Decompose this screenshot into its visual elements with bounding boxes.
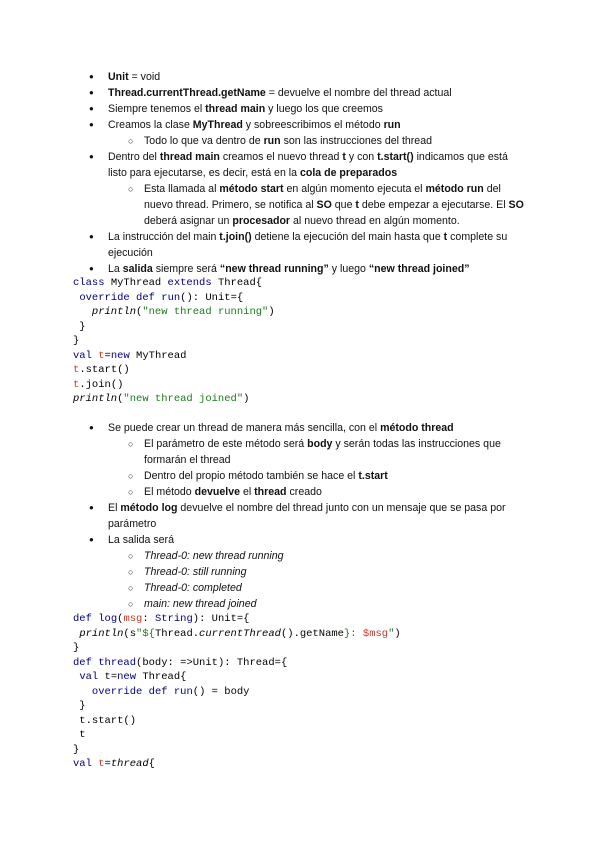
term: t.start [358, 470, 388, 482]
term: t [342, 151, 346, 163]
list-item [0, 261, 600, 277]
term: cola de preparados [299, 167, 398, 179]
list-item [0, 229, 600, 261]
code-text: MyThread [104, 277, 168, 289]
code-line [73, 685, 401, 700]
code-line [73, 392, 275, 407]
code-text: ) [243, 393, 250, 405]
code-block-mythread [0, 276, 275, 407]
term: run [383, 119, 401, 131]
code-text: ): Unit={ [192, 613, 250, 625]
text: siempre será [152, 263, 220, 275]
text: Esta llamada al [144, 183, 220, 195]
code-line: } [73, 320, 86, 333]
code-text: ) [394, 627, 401, 640]
text: que [331, 199, 356, 211]
term: thread main [205, 103, 266, 115]
code-line [73, 305, 275, 320]
text: y serán todas las instrucciones que formarán el thread [144, 438, 501, 466]
keyword: val [73, 349, 92, 362]
function-name: currentThread [199, 627, 281, 640]
code-line: t.start() [73, 714, 137, 727]
code-line [73, 670, 401, 685]
keyword: def [136, 291, 155, 304]
text: al nuevo thread en algún momento. [290, 215, 460, 227]
keyword: override [91, 685, 143, 698]
code-line [73, 349, 275, 364]
text: = devuelve el nombre del thread actual [265, 87, 452, 99]
text: El método [144, 486, 195, 498]
function-name: println [73, 393, 118, 405]
term: t.join() [219, 231, 252, 243]
function-name: run [161, 291, 181, 304]
code-text: ( [117, 613, 124, 625]
string-literal: }: [343, 627, 363, 640]
code-line: } [73, 700, 86, 712]
text: La [108, 263, 123, 275]
string-literal: "new thread joined" [123, 393, 244, 405]
text: Creamos la clase [108, 119, 193, 131]
keyword: extends [167, 277, 212, 289]
term: método start [219, 183, 284, 195]
code-text: (): Unit={ [180, 291, 244, 304]
notes-list-2 [0, 420, 600, 612]
term: t [355, 199, 359, 211]
code-text: : [142, 613, 155, 625]
text: del nuevo thread. Primero, se notifica al [144, 183, 501, 211]
code-line [73, 291, 275, 306]
keyword: new [110, 349, 130, 362]
text: el [240, 486, 255, 498]
code-text: .join() [79, 378, 124, 391]
output-line: ○ Thread-0: still running [0, 564, 600, 580]
keyword: val [73, 758, 92, 770]
code-text: ( [117, 393, 124, 405]
code-text: (s [123, 627, 137, 640]
text: y sobreescribimos el método [242, 119, 384, 131]
text: creamos el nuevo thread [219, 151, 343, 163]
function-name: thread [98, 656, 137, 669]
code-text: MyThread [129, 349, 187, 362]
list-item [0, 69, 600, 85]
list-item [0, 149, 600, 181]
text: El [108, 502, 121, 514]
text: El parámetro de este método será [144, 438, 308, 450]
function-name: println [91, 306, 137, 318]
text: Dentro del propio método también se hace el [144, 470, 359, 482]
string-literal: "${ [136, 627, 155, 640]
text: devuelve el nombre del thread junto con un mensaje que se pasa por parámetro [108, 502, 506, 530]
output-line: ○ Thread-0: completed [0, 580, 600, 596]
keyword: String [154, 613, 193, 625]
code-text: .start() [79, 364, 130, 376]
text: creado [286, 486, 322, 498]
term: “new thread running” [219, 263, 329, 275]
function-name: log [98, 613, 118, 625]
function-name: thread [110, 758, 149, 770]
code-line: } [73, 642, 80, 654]
text: Siempre tenemos el [108, 103, 206, 115]
term: Unit [108, 71, 129, 83]
code-text: ().getName [280, 627, 344, 640]
text: y luego los que creemos [265, 103, 383, 115]
code-text: { [148, 758, 155, 770]
text: deberá asignar un [144, 215, 233, 227]
code-line [73, 757, 401, 772]
text: son las instrucciones del thread [280, 135, 432, 147]
code-block-thread-helpers [0, 612, 401, 772]
term: SO [316, 199, 332, 211]
keyword: def [73, 656, 92, 669]
sub-list-item [0, 436, 600, 468]
term: método thread [380, 422, 454, 434]
text: = void [128, 71, 161, 83]
variable: $msg [362, 627, 389, 640]
sub-list-item [0, 133, 600, 149]
keyword: new [117, 671, 137, 683]
term: run [263, 135, 281, 147]
code-line: } [73, 335, 80, 347]
string-literal: "new thread running" [142, 306, 269, 318]
code-text: Thread. [154, 627, 200, 640]
string-literal: " [388, 627, 395, 640]
variable: t [98, 349, 105, 362]
function-name: run [173, 685, 193, 698]
keyword: override [79, 291, 130, 304]
term: método log [120, 502, 178, 514]
sub-list-item [0, 181, 600, 229]
term: “new thread joined” [368, 263, 470, 275]
code-line: } [73, 743, 80, 756]
text: Todo lo que va dentro de [144, 135, 264, 147]
term: t.start() [377, 151, 414, 163]
notes-list-1 [0, 69, 600, 277]
code-text: = [104, 349, 111, 362]
code-text [73, 686, 92, 698]
code-line [73, 276, 275, 291]
code-text [73, 306, 92, 318]
code-text: Thread{ [211, 277, 263, 289]
code-line [73, 656, 401, 671]
term: devuelve [194, 486, 241, 498]
output-line: ○ main: new thread joined [0, 596, 600, 612]
term: t [443, 231, 448, 243]
term: MyThread [192, 119, 243, 131]
text: y luego [328, 263, 369, 275]
text: complete su ejecución [108, 231, 508, 259]
text: La instrucción del main [108, 231, 220, 243]
list-item [0, 85, 600, 101]
keyword: def [73, 613, 92, 625]
term: procesador [232, 215, 291, 227]
variable: t [73, 364, 80, 376]
text: y con [345, 151, 378, 163]
text: Se puede crear un thread de manera más sencilla, con el [108, 422, 381, 434]
text: en algún momento ejecuta el [283, 183, 426, 195]
list-item [0, 101, 600, 117]
list-item [0, 500, 600, 532]
sub-list-item [0, 468, 600, 484]
list-item: ● La salida será [0, 532, 600, 548]
term: thread main [159, 151, 220, 163]
code-text: Thread{ [136, 671, 187, 683]
code-text: ( [136, 306, 143, 318]
code-line [73, 378, 275, 393]
term: body [307, 438, 333, 450]
code-line [73, 627, 401, 642]
text: debe empezar a ejecutarse. El [358, 199, 509, 211]
keyword: val [79, 671, 99, 683]
list-item [0, 420, 600, 436]
code-text: (body: =>Unit): Thread={ [136, 656, 288, 669]
code-text: ) [268, 306, 275, 318]
code-line: t [73, 729, 86, 741]
term: thread [254, 486, 287, 498]
output-line: ○ Thread-0: new thread running [0, 548, 600, 564]
text: detiene la ejecución del main hasta que [251, 231, 444, 243]
term: SO [508, 199, 524, 211]
term: método run [425, 183, 484, 195]
keyword: def [148, 685, 168, 698]
list-item [0, 117, 600, 133]
variable: t [98, 758, 105, 770]
sub-list-item [0, 484, 600, 500]
code-line [73, 363, 275, 378]
text: indicamos que está listo para ejecutarse, es decir, está en la [108, 151, 508, 179]
term: Thread.currentThread.getName [108, 87, 266, 99]
term: salida [122, 263, 153, 275]
code-text: = [104, 758, 111, 770]
variable: msg [123, 613, 143, 625]
variable: t [73, 378, 80, 391]
function-name: println [79, 627, 124, 640]
text: Dentro del [108, 151, 160, 163]
code-line [73, 612, 401, 627]
code-text: t= [98, 671, 118, 683]
code-text: () = body [192, 685, 250, 698]
keyword: class [73, 277, 105, 289]
